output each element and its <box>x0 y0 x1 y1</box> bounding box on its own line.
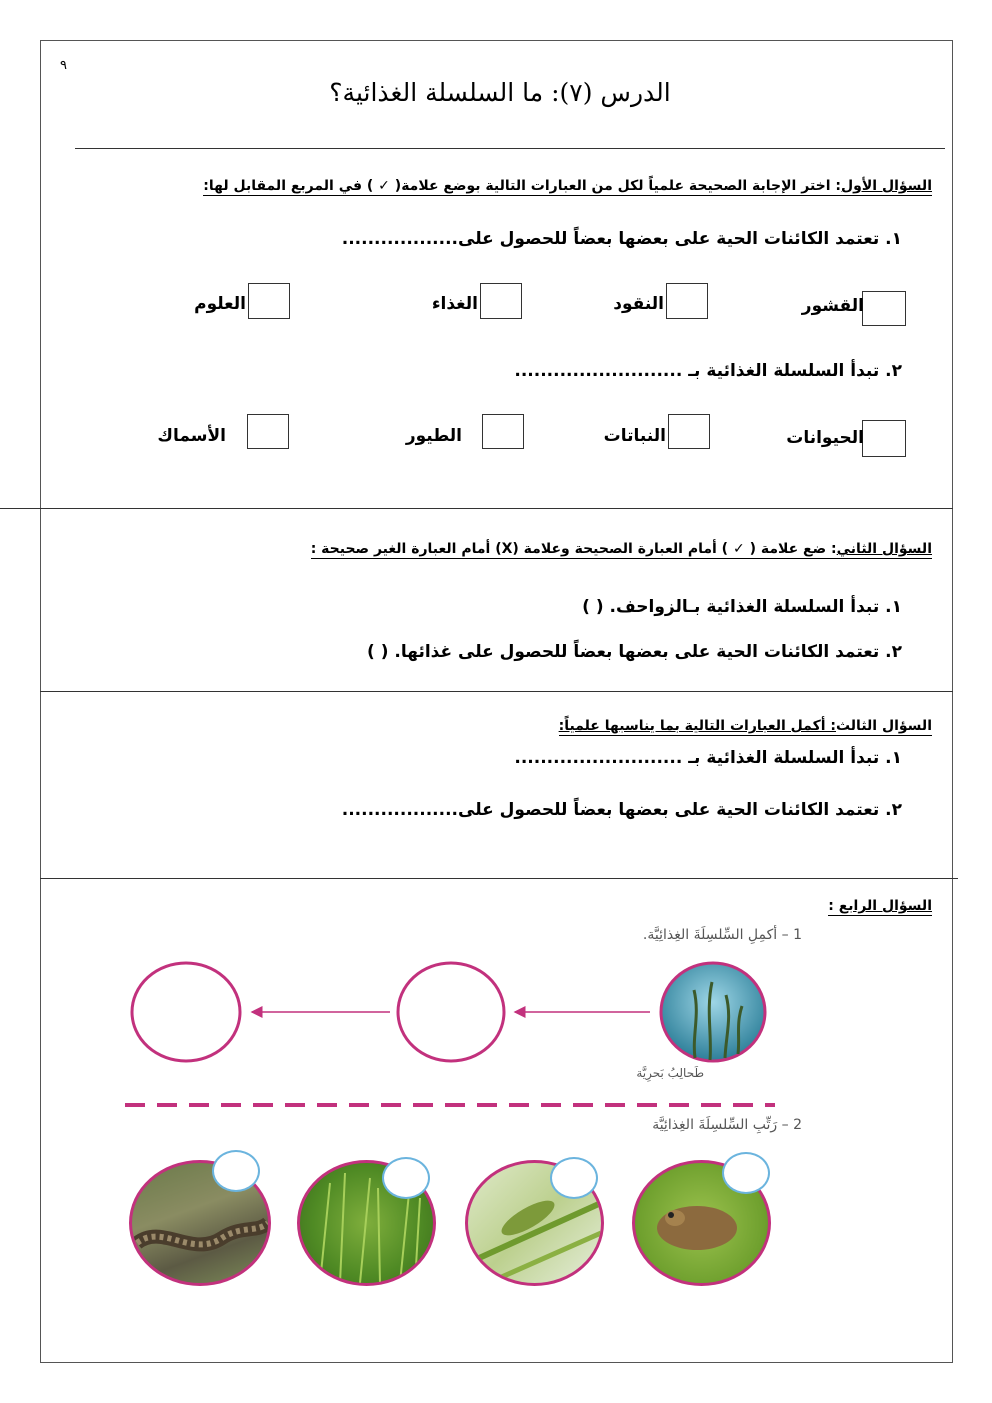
section-divider-2 <box>40 691 953 692</box>
q1-heading-text: : اختر الإجابة الصحيحة علمياً لكل من العبارات التالية بوضع علامة( ✓ ) في المربع المقابل لها: <box>203 178 842 194</box>
q1-item2-option-4: الأسماك <box>157 426 226 446</box>
q4-heading-text: : <box>828 898 839 914</box>
q1-item-2: ٢. تبدأ السلسلة الغذائية بـ .......................... <box>514 361 902 381</box>
q4-heading-label: السؤال الرابع <box>838 898 932 914</box>
q2-heading-label: السؤال الثاني <box>836 541 932 557</box>
q1-item2-checkbox-4[interactable] <box>247 414 289 449</box>
q3-item-2: ٢. تعتمد الكائنات الحية على بعضها بعضاً للحصول على.................. <box>341 800 902 820</box>
section-divider-1 <box>0 508 953 509</box>
section-divider-3 <box>40 878 958 879</box>
q2-heading <box>311 541 932 559</box>
empty-circle-consumer-1[interactable] <box>398 963 504 1061</box>
dashed-divider <box>120 1095 780 1115</box>
q1-item2-checkbox-1[interactable] <box>862 420 906 457</box>
order-bubble-2[interactable] <box>382 1157 430 1199</box>
q1-item1-checkbox-4[interactable] <box>248 283 290 319</box>
q1-item2-option-3: الطيور <box>405 426 462 446</box>
order-bubble-1[interactable] <box>212 1150 260 1192</box>
q4-task-2: 2 – رَتِّبِ السِّلسِلَةَ الغِذائِيَّة <box>652 1117 802 1133</box>
q1-item1-option-4: العلوم <box>194 294 246 314</box>
q1-item2-checkbox-2[interactable] <box>668 414 710 449</box>
page-number: ٩ <box>60 58 67 73</box>
title-divider <box>75 148 945 149</box>
q2-item-1: ١. تبدأ السلسلة الغذائية بـالزواحف. ( ) <box>582 597 902 617</box>
q1-item1-checkbox-3[interactable] <box>480 283 522 319</box>
q1-heading <box>203 178 932 196</box>
q1-item1-checkbox-2[interactable] <box>666 283 708 319</box>
q1-item1-option-2: النقود <box>613 294 664 314</box>
order-bubble-3[interactable] <box>550 1157 598 1199</box>
q2-heading-text: : ضع علامة ( ✓ ) أمام العبارة الصحيحة وعلامة (X) أمام العبارة الغير صحيحة : <box>310 541 837 557</box>
q1-item2-checkbox-3[interactable] <box>482 414 524 449</box>
q1-item1-checkbox-1[interactable] <box>862 291 906 326</box>
q1-item1-option-3: الغذاء <box>431 294 478 314</box>
q1-heading-label: السؤال الأول <box>841 178 932 194</box>
q3-heading <box>559 718 932 736</box>
q1-item2-option-1: الحيوانات <box>786 428 864 448</box>
q1-item1-option-1: القشور <box>801 296 864 316</box>
q3-heading-label: السؤال الثالث <box>835 718 932 734</box>
q1-item2-option-2: النباتات <box>603 426 666 446</box>
order-bubble-4[interactable] <box>722 1152 770 1194</box>
page-title: الدرس (٧): ما السلسلة الغذائية؟ <box>329 78 671 107</box>
q1-item-1: ١. تعتمد الكائنات الحية على بعضها بعضاً للحصول على.................. <box>341 229 902 249</box>
q4-task-1: 1 – أكمِلِ السِّلسِلَةَ الغِذائِيَّة. <box>642 927 802 943</box>
q2-item-2: ٢. تعتمد الكائنات الحية على بعضها بعضاً للحصول على غذائها. ( ) <box>367 642 902 662</box>
empty-circle-consumer-2[interactable] <box>132 963 240 1061</box>
algae-caption: طَحالِبُ بَحرِيَّة <box>636 1066 704 1080</box>
q3-heading-text: : أكمل العبارات التالية بما يناسبها علمياً: <box>558 718 836 734</box>
q3-item-1: ١. تبدأ السلسلة الغذائية بـ .......................... <box>514 748 902 768</box>
algae-image <box>661 963 765 1061</box>
q4-heading <box>828 898 932 916</box>
